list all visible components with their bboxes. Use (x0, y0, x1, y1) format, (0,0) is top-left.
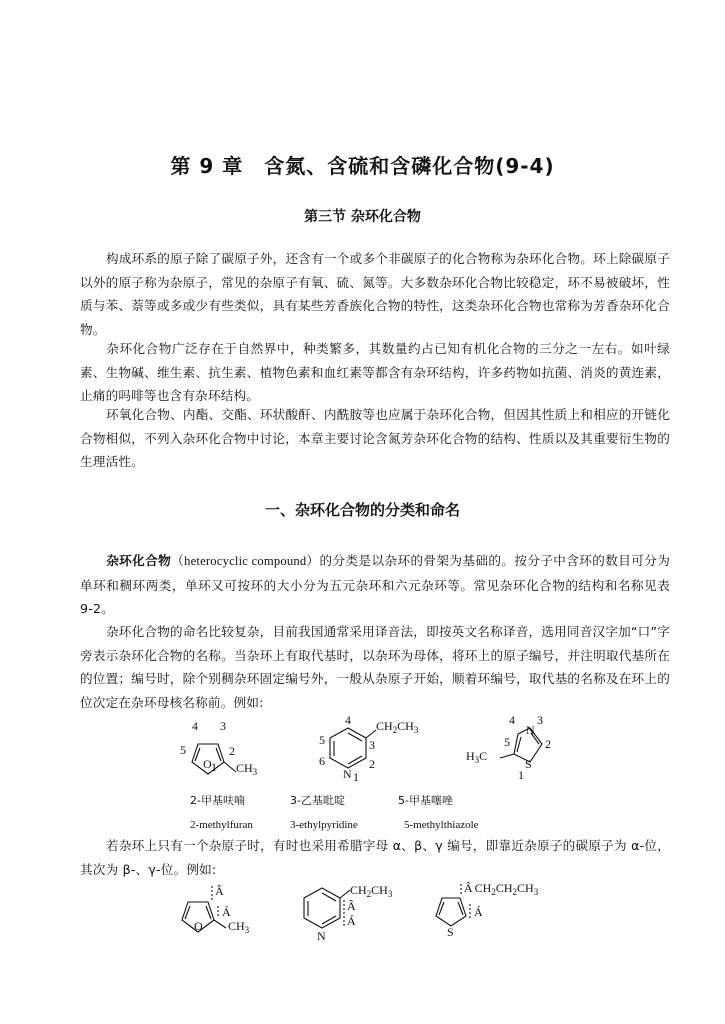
atom-number: 4 (509, 713, 515, 727)
subscript: 3 (533, 887, 539, 897)
methyl-bond (224, 762, 236, 772)
pyridine-ring (330, 728, 366, 768)
structure-2-methylfuran (180, 719, 258, 831)
sub-text: CH (228, 919, 245, 933)
atom-label-n: N (317, 929, 326, 943)
atom-number: 1 (353, 770, 359, 784)
term-heterocyclic: 杂环化合物 (106, 553, 172, 568)
sub-text: CH (397, 719, 414, 733)
paragraph-text: 杂环化合物广泛存在于自然界中，种类繁多，其数量约占已知有机化合物的三分之一左右。如叶绿素、生物碱、维生素、抗生素、植物色素和血红素等都含有杂环结构，许多药物如抗菌、消炎的黄连素，止痛的吗啡等也含有杂环结构。 (80, 341, 670, 403)
atom-number: 4 (192, 719, 198, 733)
atom-label-o: O (194, 919, 203, 933)
paragraph-classification (80, 549, 670, 621)
atom-label-o: O (203, 757, 212, 771)
sub-text: CH (350, 883, 367, 897)
ethyl-bond (366, 730, 376, 738)
subscript: 3 (244, 925, 250, 935)
atom-number: 6 (319, 754, 325, 768)
substituent (464, 881, 539, 897)
structures-numbered (0, 712, 725, 832)
paragraph-text: 环氧化合物、内酯、交酯、环状酸酐、内酰胺等也应属于杂环化合物，但因其性质上和相应的开链化合物相似，不列入杂环化合物中讨论，本章主要讨论含氮芳杂环化合物的结构、性质以及其重要衍生物的生理活性。 (80, 407, 670, 469)
alpha-label: Á (347, 914, 356, 928)
atom-number: 1 (518, 768, 524, 782)
paragraph-nomenclature (80, 620, 670, 714)
paragraph-definition (80, 247, 670, 341)
name-en: 3-ethylpyridine (290, 819, 358, 831)
atom-number: 3 (537, 713, 543, 727)
name-cn: 2-甲基呋喃 (190, 794, 245, 807)
paragraph-greek-numbering (80, 834, 670, 881)
sub-text: CH (236, 761, 253, 775)
section-title: 第三节 杂环化合物 (304, 209, 421, 225)
substituent (228, 919, 250, 935)
structure-pyridine-greek (304, 883, 393, 943)
double-bond (322, 916, 336, 924)
sub-text: CH (474, 881, 492, 895)
subscript: 3 (413, 725, 419, 735)
sub-text: CH (376, 719, 393, 733)
atom-label-n: N (526, 723, 535, 737)
paragraph-text: 构成环系的原子除了碳原子外，还含有一个或多个非碳原子的化合物称为杂环化合物。环上除碳原子以外的原子称为杂原子，常见的杂原子有氧、硫、氮等。大多数杂环化合物比较稳定，环不易被破坏，性质与苯、萘等或多或少有些类似，具有某些芳香族化合物的特性，这类杂环化合物也常称为芳香杂环化合物。 (80, 251, 670, 337)
atom-number: 2 (369, 757, 375, 771)
alpha-label: Á (474, 905, 483, 919)
paragraph-occurrence (80, 337, 670, 408)
subscript: 3 (387, 889, 393, 899)
ethyl-bond (340, 890, 350, 898)
sub-text: CH (517, 881, 534, 895)
beta-label: Â (347, 899, 356, 913)
heading-classification: 一、杂环化合物的分类和命名 (264, 501, 460, 519)
substituent (236, 761, 258, 777)
methyl-bond (214, 920, 226, 928)
sub-text: CH (371, 883, 388, 897)
structure-thiophene-greek (436, 881, 539, 939)
term-english: （heterocyclic compound） (171, 554, 320, 568)
paragraph-text: 的分类是以杂环的骨架为基础的。按分子中含环的数目可分为单环和稠环两类，单环又可按环的大小分为五元杂环和六元杂环等。常见杂环化合物的结构和名称见表 9-2。 (80, 553, 670, 616)
atom-number: 4 (345, 713, 351, 727)
sub-text: H (466, 749, 475, 763)
atom-number: 5 (180, 743, 186, 757)
atom-number: 2 (229, 744, 235, 758)
beta-label: Â (215, 884, 224, 898)
pyridine-ring (304, 888, 340, 928)
subscript: 2 (512, 887, 518, 897)
name-cn: 5-甲基噻唑 (398, 794, 453, 807)
subscript: 2 (392, 725, 398, 735)
paragraph-scope (80, 403, 670, 474)
name-en: 5-methylthiazole (404, 819, 479, 831)
substituent (376, 719, 419, 735)
atom-number: 3 (220, 719, 226, 733)
subscript: 2 (366, 889, 372, 899)
structures-greek (0, 880, 725, 950)
atom-number: 1 (211, 760, 217, 774)
chapter-title: 第 9 章 含氮、含硫和含磷化合物(9-4) (170, 154, 555, 178)
substituent (466, 749, 487, 765)
paragraph-text: 杂环化合物的命名比较复杂，目前我国通常采用译音法，即按英文名称译音，选用同音汉字加“口”字旁表示杂环化合物的名称。当杂环上有取代基时，以杂环为母体，将环上的原子编号，并注明取代基所在的位置；编号时，除个别稠杂环固定编号外，一般从杂原子开始，顺着环编号，取代基的名称及在环上的位次定在杂环母核名称前。例如: (80, 624, 670, 710)
subscript: 3 (474, 755, 480, 765)
atom-number: 5 (319, 733, 325, 747)
structure-5-methylthiazole (398, 713, 551, 831)
double-bond (348, 756, 362, 764)
methyl-bond (500, 754, 514, 758)
beta-label: Â (464, 881, 473, 895)
sub-text: CH (495, 881, 513, 895)
atom-number: 5 (504, 735, 510, 749)
double-bond (517, 737, 521, 752)
name-en: 2-methylfuran (190, 819, 253, 831)
structure-3-ethylpyridine (290, 713, 419, 831)
atom-number: 2 (545, 737, 551, 751)
subscript: 3 (252, 767, 258, 777)
atom-label-s: S (525, 757, 532, 771)
alpha-label: Á (222, 905, 231, 919)
structure-furan-greek (182, 884, 250, 935)
atom-number: 3 (369, 738, 375, 752)
atom-label-n: N (343, 767, 352, 781)
atom-label-s: S (447, 925, 454, 939)
subscript: 2 (491, 887, 496, 897)
substituent (350, 883, 393, 899)
sub-text: C (479, 749, 488, 763)
name-cn: 3-乙基吡啶 (290, 794, 345, 807)
paragraph-text: 若杂环上只有一个杂原子时，有时也采用希腊字母 α、β、γ 编号，即靠近杂原子的碳原子为 α-位，其次为 β-、γ-位。例如: (80, 838, 670, 877)
